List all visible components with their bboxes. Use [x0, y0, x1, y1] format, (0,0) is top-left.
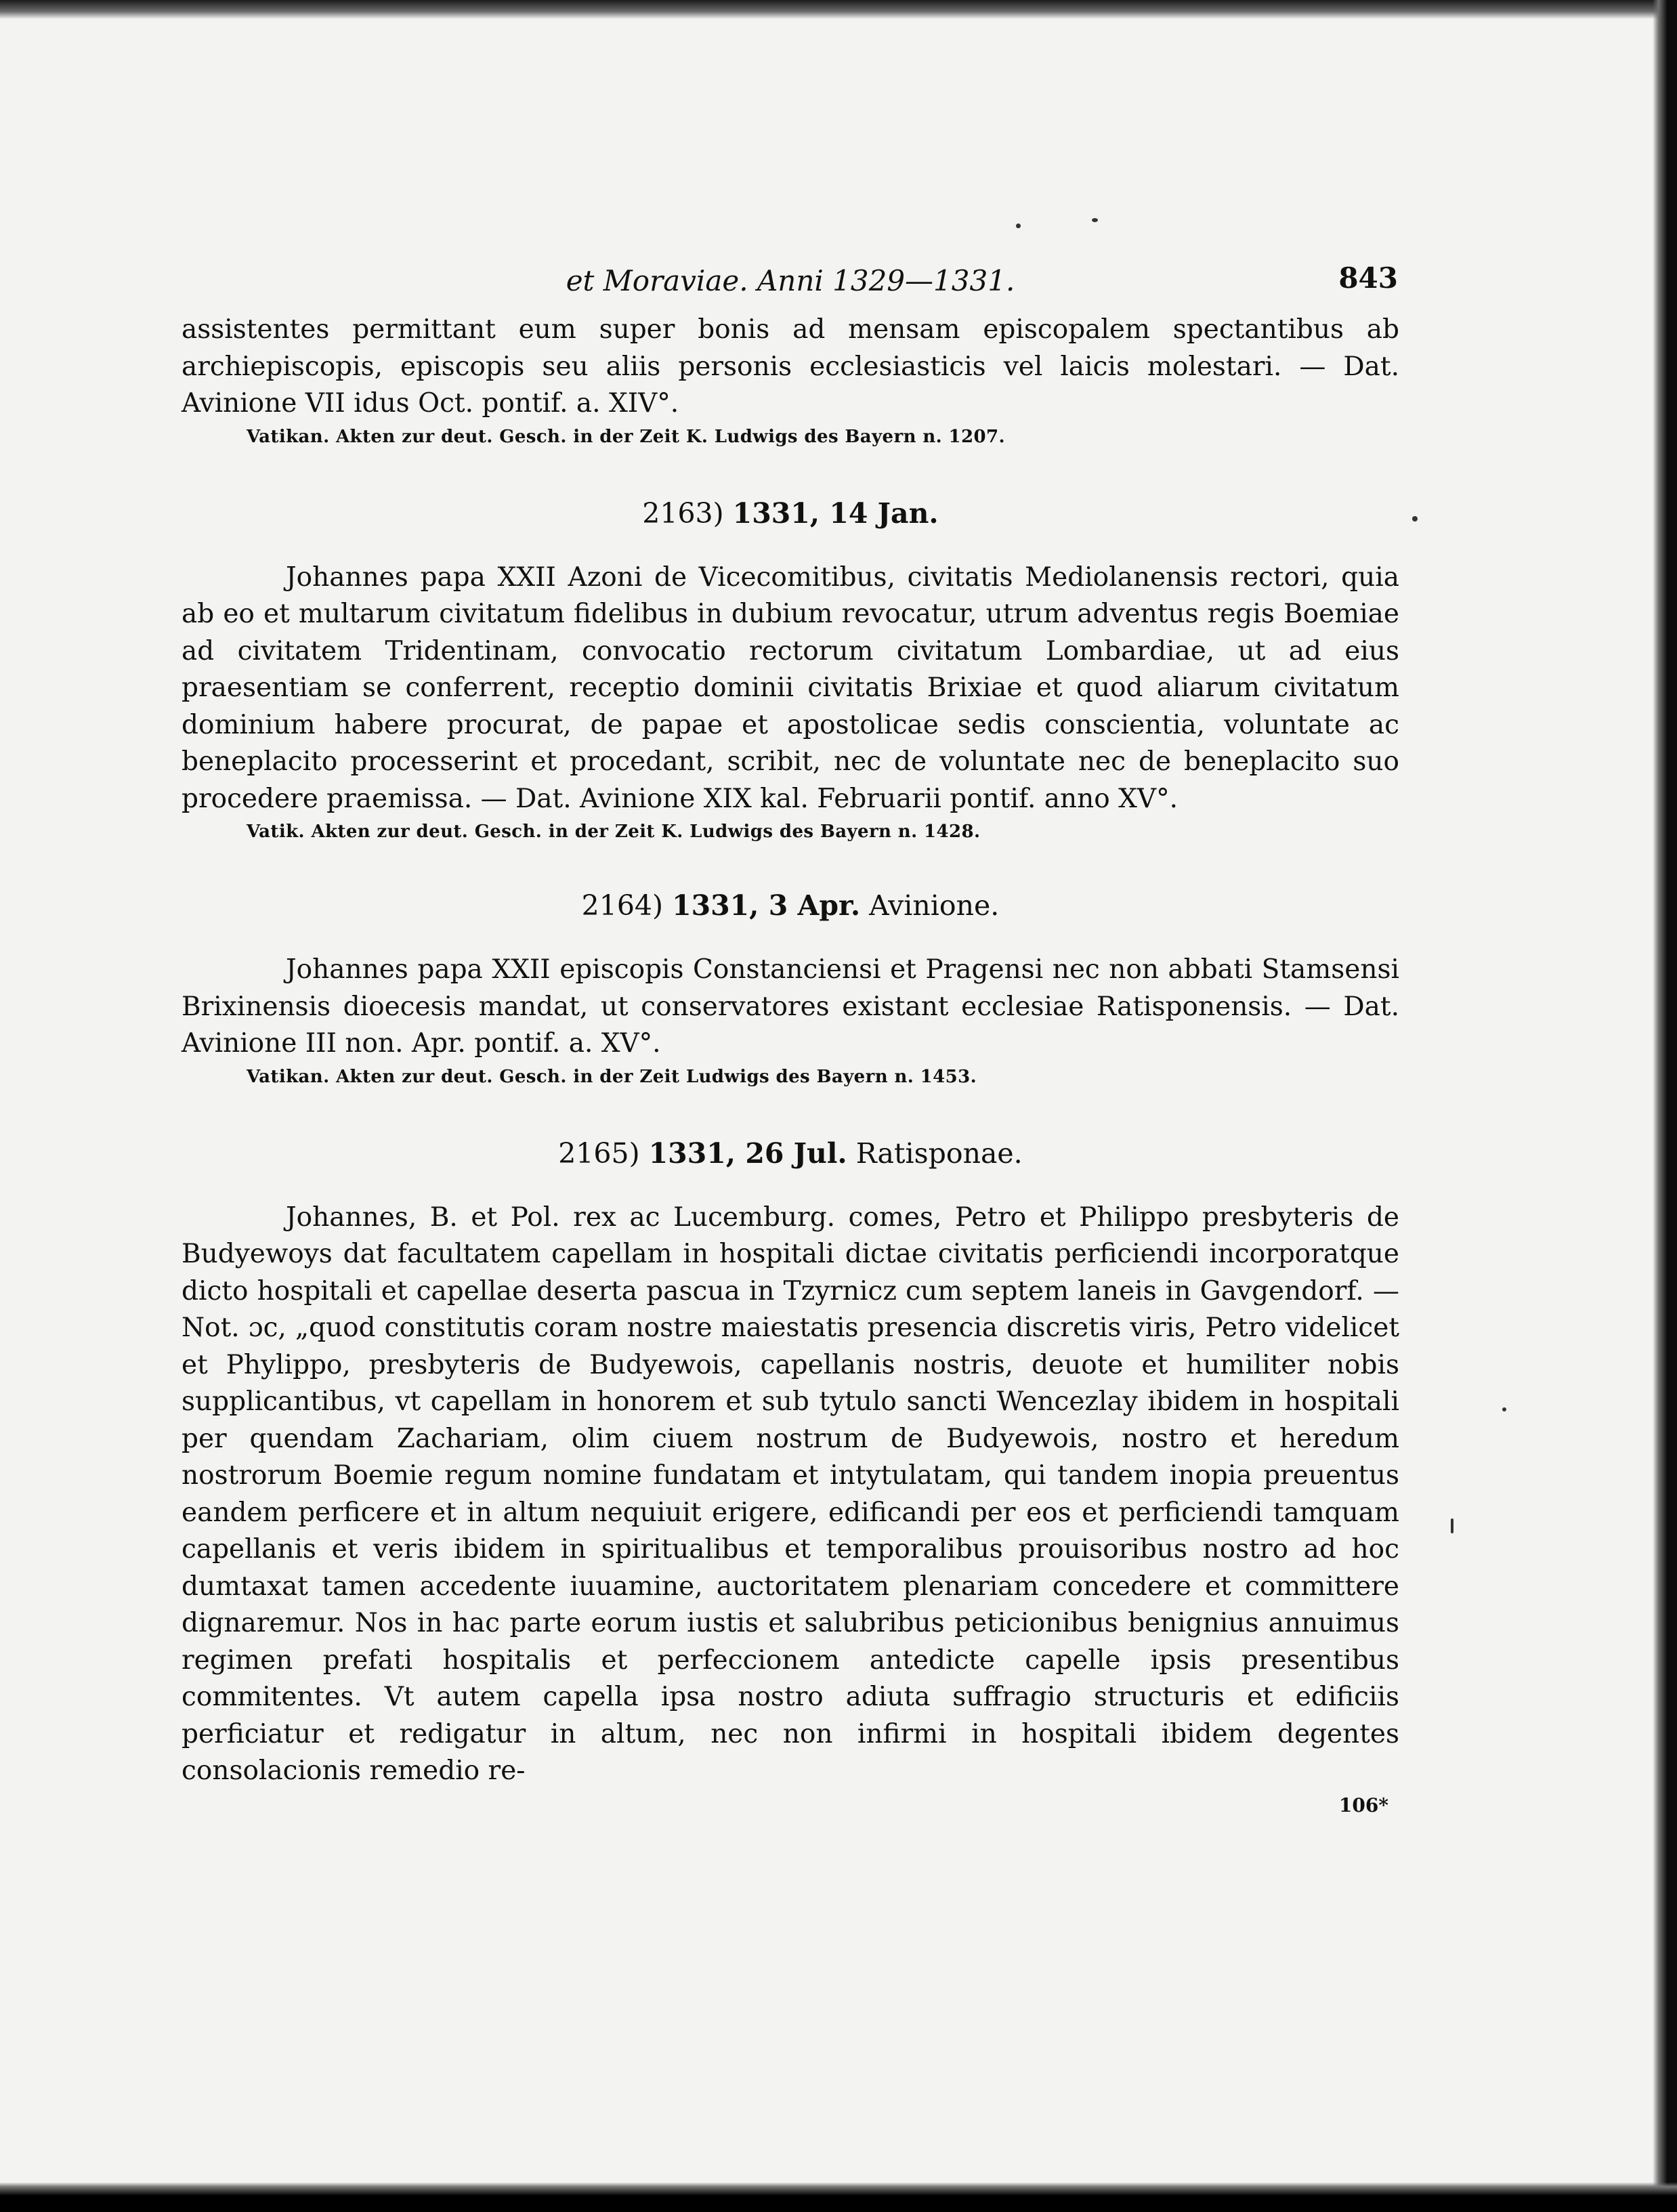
entry-date: 1331, 3 Apr. [672, 889, 861, 922]
entry-date: 1331, 14 Jan. [732, 496, 939, 530]
entry-source: Vatikan. Akten zur deut. Gesch. in der Zeit K. Ludwigs des Bayern n. 1207. [247, 426, 1005, 447]
entry-place: Ratisponae. [855, 1136, 1023, 1170]
entry-text: Johannes papa XXII Azoni de Vicecomitibus, civitatis Mediolanensis rectori, quia ab eo et multarum civitatum fidelibus in dubium revocatur, utrum adventus regis Boemiae ad civitatem Tridentinam, convocatio rectorum civitatum Lombardiae, ut ad eius praesentiam se conferrent, receptio dominii civitatis Brixiae et quod aliarum civitatum dominium habere procurat, de papae et apostolicae sedis conscientia, voluntate ac beneplacito processerint et procedant, scribit, nec de voluntate nec de beneplacito suo procedere praemissa. — Dat. Avinione XIX kal. Februarii pontif. anno XV°. [182, 561, 1399, 814]
scan-edge-top [0, 0, 1677, 19]
page-header [182, 257, 1399, 312]
scan-speck [1412, 516, 1418, 522]
running-head: et Moraviae. Anni 1329—1331. [566, 264, 1015, 297]
entry-heading-2165 [182, 1137, 1399, 1170]
entry-date: 1331, 26 Jul. [648, 1136, 847, 1170]
scan-speck [1502, 1407, 1506, 1411]
entry-place: Avinione. [869, 889, 1000, 922]
scan-edge-bottom [0, 2182, 1677, 2212]
entry-number: 2164) [581, 889, 664, 922]
scan-speck [1092, 218, 1098, 222]
scan-edge-right [1653, 0, 1677, 2212]
entry-source: Vatik. Akten zur deut. Gesch. in der Zeit K. Ludwigs des Bayern n. 1428. [247, 822, 981, 842]
entry-heading-2164 [182, 889, 1399, 922]
entry-text: Johannes papa XXII episcopis Constanciensi et Pragensi nec non abbati Stamsensi Brixinensis dioecesis mandat, ut conservatores existant ecclesiae Ratisponensis. — Dat. Avinione III non. Apr. pontif. a. XV°. [182, 954, 1399, 1059]
entry-number: 2163) [642, 496, 724, 530]
entry-continuation-text: assistentes permittant eum super bonis ad mensam episcopalem spectantibus ab archiepiscopis, episcopis seu aliis personis ecclesiasticis vel laicis molestari. — Dat. Avinione VII idus Oct. pontif. a. XIV°. [182, 314, 1399, 419]
signature-mark: 106* [1338, 1793, 1388, 1816]
scan-speck [1016, 224, 1021, 228]
entry-source: Vatikan. Akten zur deut. Gesch. in der Zeit Ludwigs des Bayern n. 1453. [247, 1066, 977, 1087]
entry-number: 2165) [558, 1136, 640, 1170]
document-page [182, 257, 1399, 1816]
entry-text: Johannes, B. et Pol. rex ac Lucemburg. comes, Petro et Philippo presbyteris de Budyewoys dat facultatem capellam in hospitali dictae civitatis perficiendi incorporatque dicto hospitali et capellae deserta pascua in Tzyrnicz cum septem laneis in Gavgendorf. — Not. ɔc, „quod constitutis coram nostre maiestatis presencia discretis viris, Petro videlicet et Phylippo, presbyteris de Budyewois, capellanis nostris, deuote et humiliter nobis supplicantibus, vt capellam in honorem et sub tytulo sancti Wencezlay ibidem in hospitali per quendam Zachariam, olim ciuem nostrum de Budyewois, nostro et heredum nostrorum Boemie regum nomine fundatam et intytulatam, qui tandem inopia preuentus eandem perficere et in altum nequiuit erigere, edificandi per eos et perficiendi tamquam capellanis et veris ibidem in spiritualibus et temporalibus prouisoribus nostro ad hoc dumtaxat tamen accedente iuuamine, auctoritatem plenariam concedere et committere dignaremur. Nos in hac parte eorum iustis et salubribus peticionibus benignius annuimus regimen prefati hospitalis et perfeccionem antedicte capelle ipsis presentibus commitentes. Vt autem capella ipsa nostro adiuta suffragio structuris et edificiis perficiatur et redigatur in altum, nec non infirmi in hospitali ibidem degentes consolacionis remedio re- [182, 1201, 1399, 1786]
page-number: 843 [1338, 261, 1398, 295]
scan-speck [1451, 1518, 1453, 1533]
entry-heading-2163 [182, 497, 1399, 530]
